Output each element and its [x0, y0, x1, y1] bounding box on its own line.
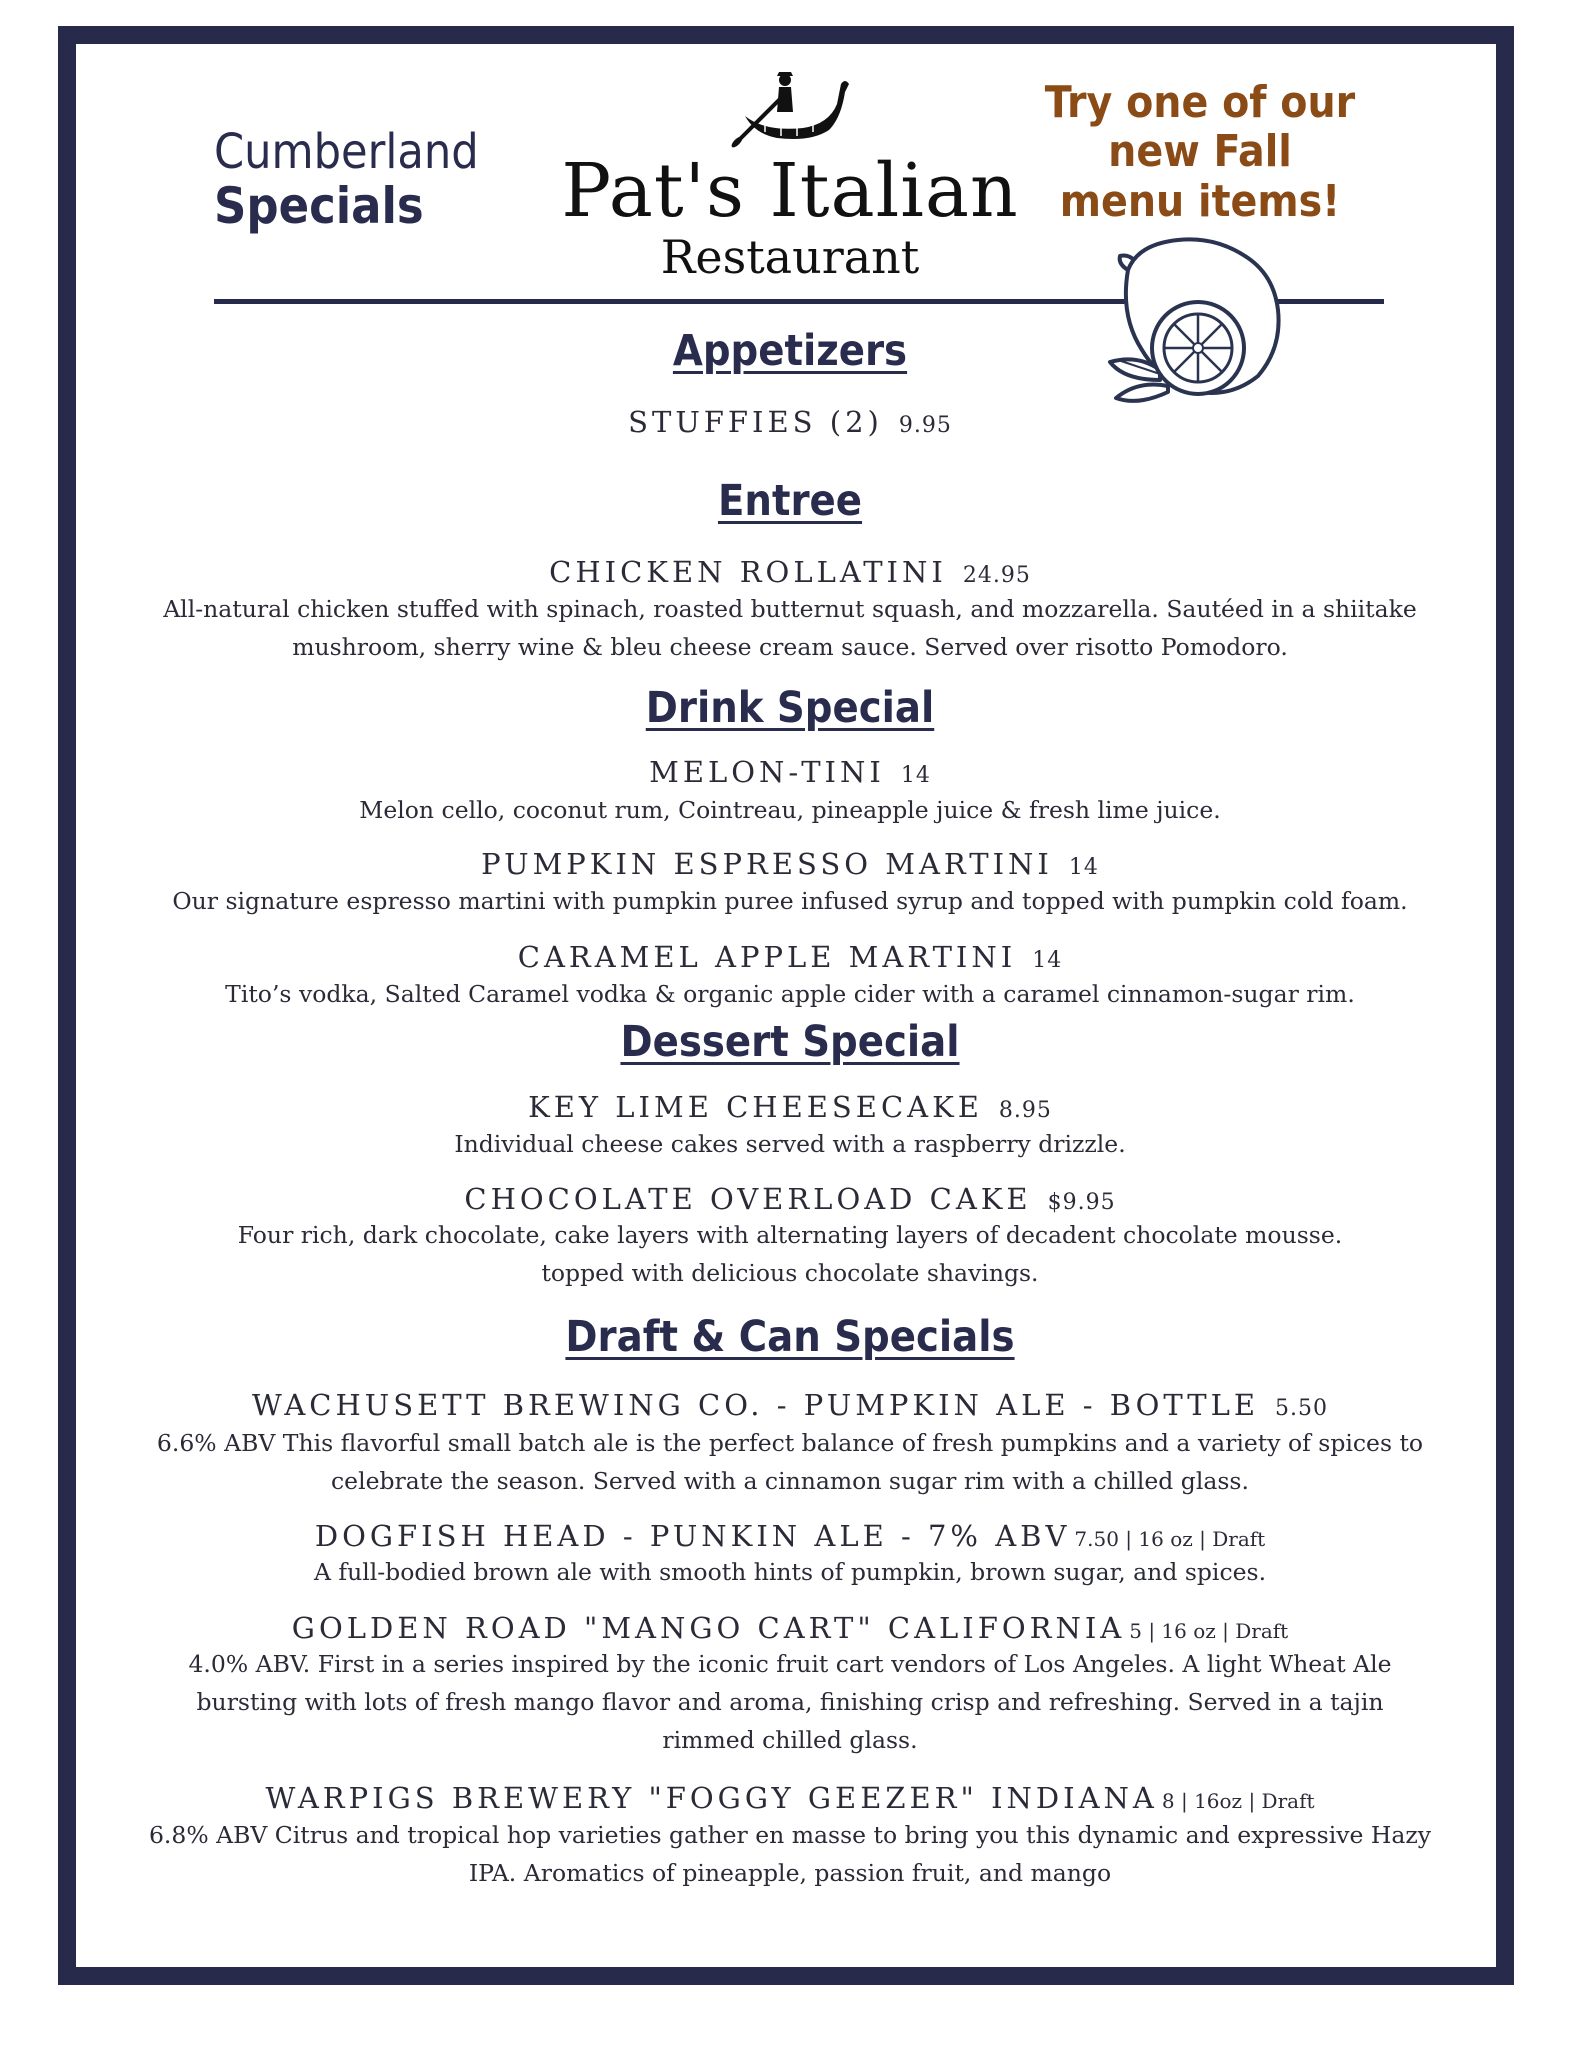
item-name: DOGFISH HEAD - PUNKIN ALE - 7% ABV — [314, 1519, 1071, 1553]
menu-item-chicken-rollatini — [90, 555, 1490, 589]
gondola-icon — [725, 70, 855, 150]
description-line: IPA. Aromatics of pineapple, passion fruit, and mango — [468, 1859, 1112, 1887]
item-price: 24.95 — [962, 563, 1031, 588]
fall-promo — [1010, 78, 1390, 226]
item-description — [100, 1216, 1480, 1292]
description-line: Melon cello, coconut rum, Cointreau, pineapple juice & fresh lime juice. — [359, 796, 1221, 824]
item-name: PUMPKIN ESPRESSO MARTINI — [481, 847, 1053, 881]
item-name: CHICKEN ROLLATINI — [549, 555, 947, 589]
item-name: WACHUSETT BREWING CO. - PUMPKIN ALE - BOTTLE — [252, 1388, 1260, 1422]
description-line: topped with delicious chocolate shavings. — [541, 1259, 1039, 1287]
description-line: bursting with lots of fresh mango flavor and aroma, finishing crisp and refreshing. Served in a tajin — [196, 1688, 1384, 1716]
description-line: Individual cheese cakes served with a raspberry drizzle. — [454, 1130, 1126, 1158]
item-name: MELON-TINI — [649, 755, 885, 789]
description-line: 6.8% ABV Citrus and tropical hop varieties gather en masse to bring you this dynamic and expressive Hazy — [148, 1821, 1432, 1849]
menu-item-warpigs-foggy-geezer — [90, 1781, 1490, 1815]
item-name: STUFFIES (2) — [628, 405, 883, 439]
section-title-draft: Draft & Can Specials — [565, 1312, 1015, 1362]
location-name: Cumberland — [214, 124, 479, 180]
item-description — [100, 882, 1480, 920]
location-heading — [214, 124, 479, 235]
item-price: 5 | 16 oz | Draft — [1129, 1619, 1289, 1643]
item-description — [100, 791, 1480, 829]
item-description — [100, 1553, 1480, 1591]
description-line: Our signature espresso martini with pumpkin puree infused syrup and topped with pumpkin cold foam. — [172, 887, 1408, 915]
item-description — [100, 1816, 1480, 1892]
section-title-entree: Entree — [717, 476, 863, 526]
description-line: All-natural chicken stuffed with spinach, roasted butternut squash, and mozzarella. Sautéed in a shiitake — [163, 595, 1417, 623]
item-description — [100, 590, 1480, 666]
section-title-drink: Drink Special — [645, 683, 935, 733]
menu-item-melon-tini — [90, 755, 1490, 789]
section-title-appetizers: Appetizers — [672, 326, 908, 376]
menu-item-key-lime-cheesecake — [90, 1090, 1490, 1124]
menu-item-golden-road-mango-cart — [90, 1611, 1490, 1645]
menu-item-chocolate-overload-cake — [90, 1182, 1490, 1216]
item-name: CHOCOLATE OVERLOAD CAKE — [464, 1182, 1032, 1216]
description-line: A full-bodied brown ale with smooth hints of pumpkin, brown sugar, and spices. — [313, 1558, 1267, 1586]
item-price: 14 — [1068, 855, 1099, 880]
item-name: CARAMEL APPLE MARTINI — [517, 940, 1017, 974]
menu-item-wachusett-pumpkin-ale — [90, 1388, 1490, 1422]
item-name: KEY LIME CHEESECAKE — [528, 1090, 983, 1124]
item-description — [100, 1125, 1480, 1163]
item-description — [100, 1645, 1480, 1759]
item-name: WARPIGS BREWERY "FOGGY GEEZER" INDIANA — [265, 1781, 1158, 1815]
item-description — [100, 975, 1480, 1013]
description-line: 6.6% ABV This flavorful small batch ale is the perfect balance of fresh pumpkins and a variety of spices to — [156, 1429, 1424, 1457]
item-price: 8.95 — [998, 1098, 1052, 1123]
restaurant-logo — [560, 70, 1020, 290]
item-price: 14 — [1032, 948, 1063, 973]
description-line: mushroom, sherry wine & bleu cheese cream sauce. Served over risotto Pomodoro. — [292, 633, 1288, 661]
restaurant-name: Pat's Italian — [561, 148, 1019, 234]
fall-promo-line1: Try one of our new Fall — [1044, 77, 1356, 178]
item-price: 9.95 — [898, 413, 952, 438]
item-price: 14 — [900, 763, 931, 788]
item-name: GOLDEN ROAD "MANGO CART" CALIFORNIA — [291, 1611, 1126, 1645]
item-price: $9.95 — [1047, 1190, 1116, 1215]
description-line: celebrate the season. Served with a cinnamon sugar rim with a chilled glass. — [331, 1467, 1249, 1495]
item-price: 8 | 16oz | Draft — [1161, 1789, 1315, 1813]
lemon-icon — [1098, 230, 1298, 410]
item-price: 7.50 | 16 oz | Draft — [1074, 1527, 1266, 1551]
item-description — [100, 1424, 1480, 1500]
menu-item-pumpkin-espresso-martini — [90, 847, 1490, 881]
menu-item-dogfish-punkin-ale — [90, 1519, 1490, 1553]
fall-promo-line2: menu items! — [1059, 175, 1341, 227]
specials-label: Specials — [214, 176, 424, 235]
description-line: Tito’s vodka, Salted Caramel vodka & organic apple cider with a caramel cinnamon-sugar rim. — [225, 980, 1355, 1008]
description-line: Four rich, dark chocolate, cake layers with alternating layers of decadent chocolate mousse. — [237, 1221, 1343, 1249]
item-price: 5.50 — [1275, 1396, 1328, 1421]
section-title-dessert: Dessert Special — [620, 1017, 960, 1067]
menu-item-stuffies — [90, 405, 1490, 439]
restaurant-subtitle: Restaurant — [660, 230, 920, 284]
menu-item-caramel-apple-martini — [90, 940, 1490, 974]
description-line: rimmed chilled glass. — [662, 1726, 918, 1754]
description-line: 4.0% ABV. First in a series inspired by the iconic fruit cart vendors of Los Angeles. A light Wheat Ale — [188, 1650, 1392, 1678]
